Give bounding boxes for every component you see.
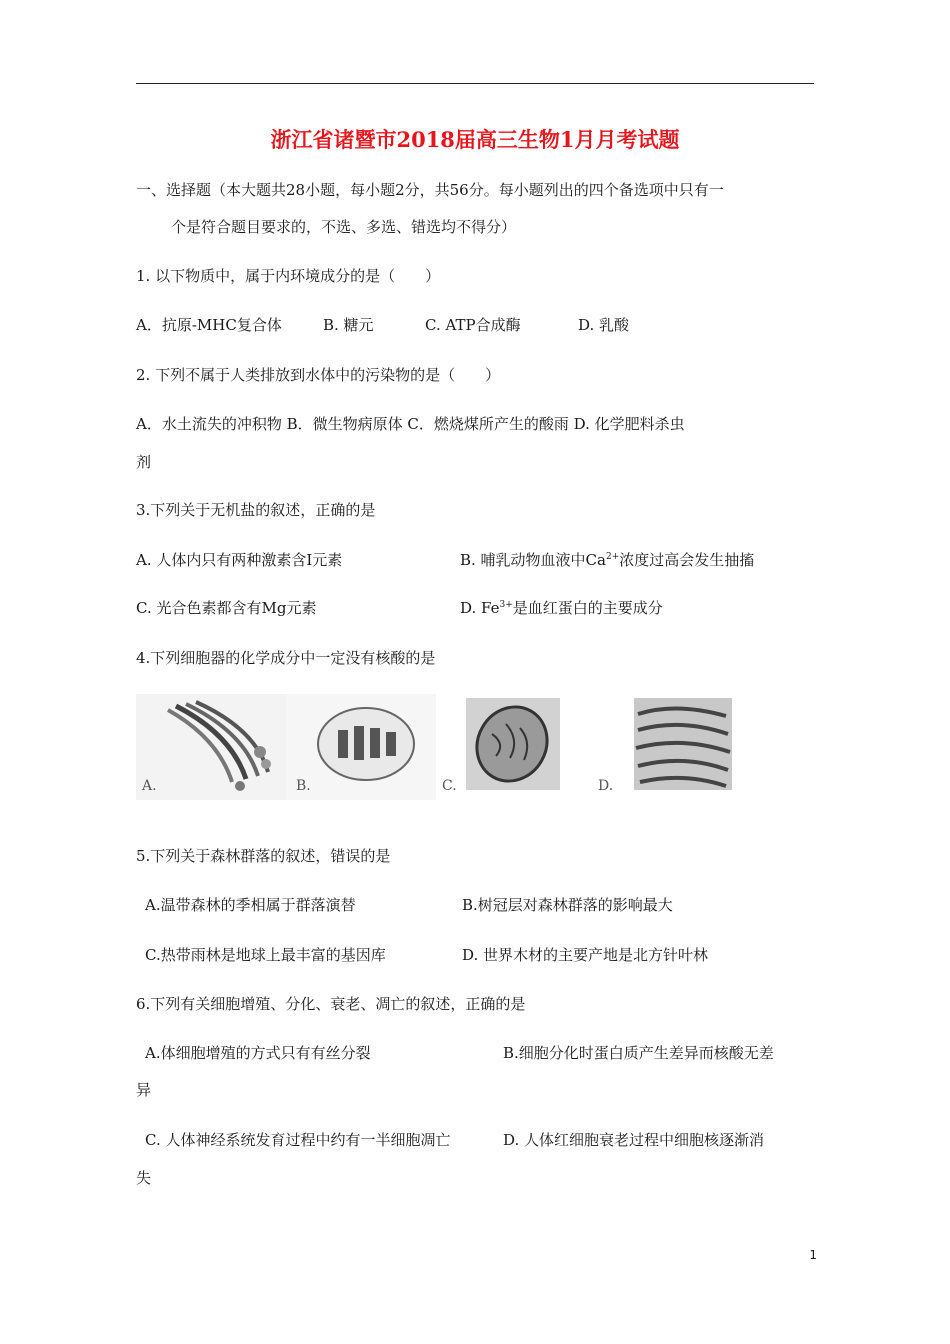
q1-stem: 1. 以下物质中，属于内环境成分的是（ ） [136,267,441,285]
q2-options-line1: A．水土流失的冲积物 B．微生物病原体 C．燃烧煤所产生的酸雨 D. 化学肥料杀虫 [136,415,685,433]
q6-option-a: A.体细胞增殖的方式只有有丝分裂 [145,1044,371,1062]
section-instructions-line2: 个是符合题目要求的，不选、多选、错选均不得分） [171,218,517,236]
q5-stem: 5.下列关于森林群落的叙述，错误的是 [136,847,391,865]
q2-stem: 2. 下列不属于人类排放到水体中的污染物的是（ ） [136,366,501,384]
q3-option-c: C. 光合色素都含有Mg元素 [136,599,317,617]
q1-option-a: A．抗原-MHC复合体 [136,316,282,334]
header-rule [136,83,814,84]
q3-stem: 3.下列关于无机盐的叙述，正确的是 [136,501,376,519]
q1-option-d: D. 乳酸 [578,316,630,334]
q6-option-d: D. 人体红细胞衰老过程中细胞核逐渐消 [503,1131,765,1149]
q1-option-b: B. 糖元 [323,316,374,334]
figure-label-c: C. [442,778,457,794]
figure-label-a: A. [142,778,157,794]
q3-option-b: B. 哺乳动物血液中$Ca^{2+}$浓度过高会发生抽搐 [460,551,755,569]
q6-option-b-wrap: 异 [136,1081,152,1099]
mitochondrion-image [436,694,586,800]
golgi-apparatus-image [136,694,286,800]
q6-option-d-wrap: 失 [136,1169,152,1187]
q5-option-a: A.温带森林的季相属于群落演替 [145,896,356,914]
q1-option-c: C. ATP合成酶 [425,316,521,334]
section-instructions-line1: 一、选择题（本大题共28小题，每小题2分，共56分。每小题列出的四个备选项中只有一 [136,181,724,199]
figure-label-b: B. [296,778,311,794]
page-title: 浙江省诸暨市2018届高三生物1月月考试题 [270,127,680,152]
q6-option-c: C. 人体神经系统发育过程中约有一半细胞凋亡 [145,1131,451,1149]
q5-option-d: D. 世界木材的主要产地是北方针叶林 [462,946,709,964]
q3-option-a: A. 人体内只有两种激素含I元素 [136,551,343,569]
figure-label-d: D. [598,778,614,794]
q5-option-b: B.树冠层对森林群落的影响最大 [462,896,673,914]
q4-stem: 4.下列细胞器的化学成分中一定没有核酸的是 [136,649,436,667]
q6-option-b: B.细胞分化时蛋白质产生差异而核酸无差 [503,1044,774,1062]
page-number: 1 [809,1248,817,1262]
q2-options-line2: 剂 [136,453,152,471]
q5-option-c: C.热带雨林是地球上最丰富的基因库 [145,946,386,964]
organelle-figure [136,694,736,800]
q6-stem: 6.下列有关细胞增殖、分化、衰老、凋亡的叙述，正确的是 [136,995,526,1013]
q3-option-d: D. $Fe^{3+}$是血红蛋白的主要成分 [460,599,663,617]
